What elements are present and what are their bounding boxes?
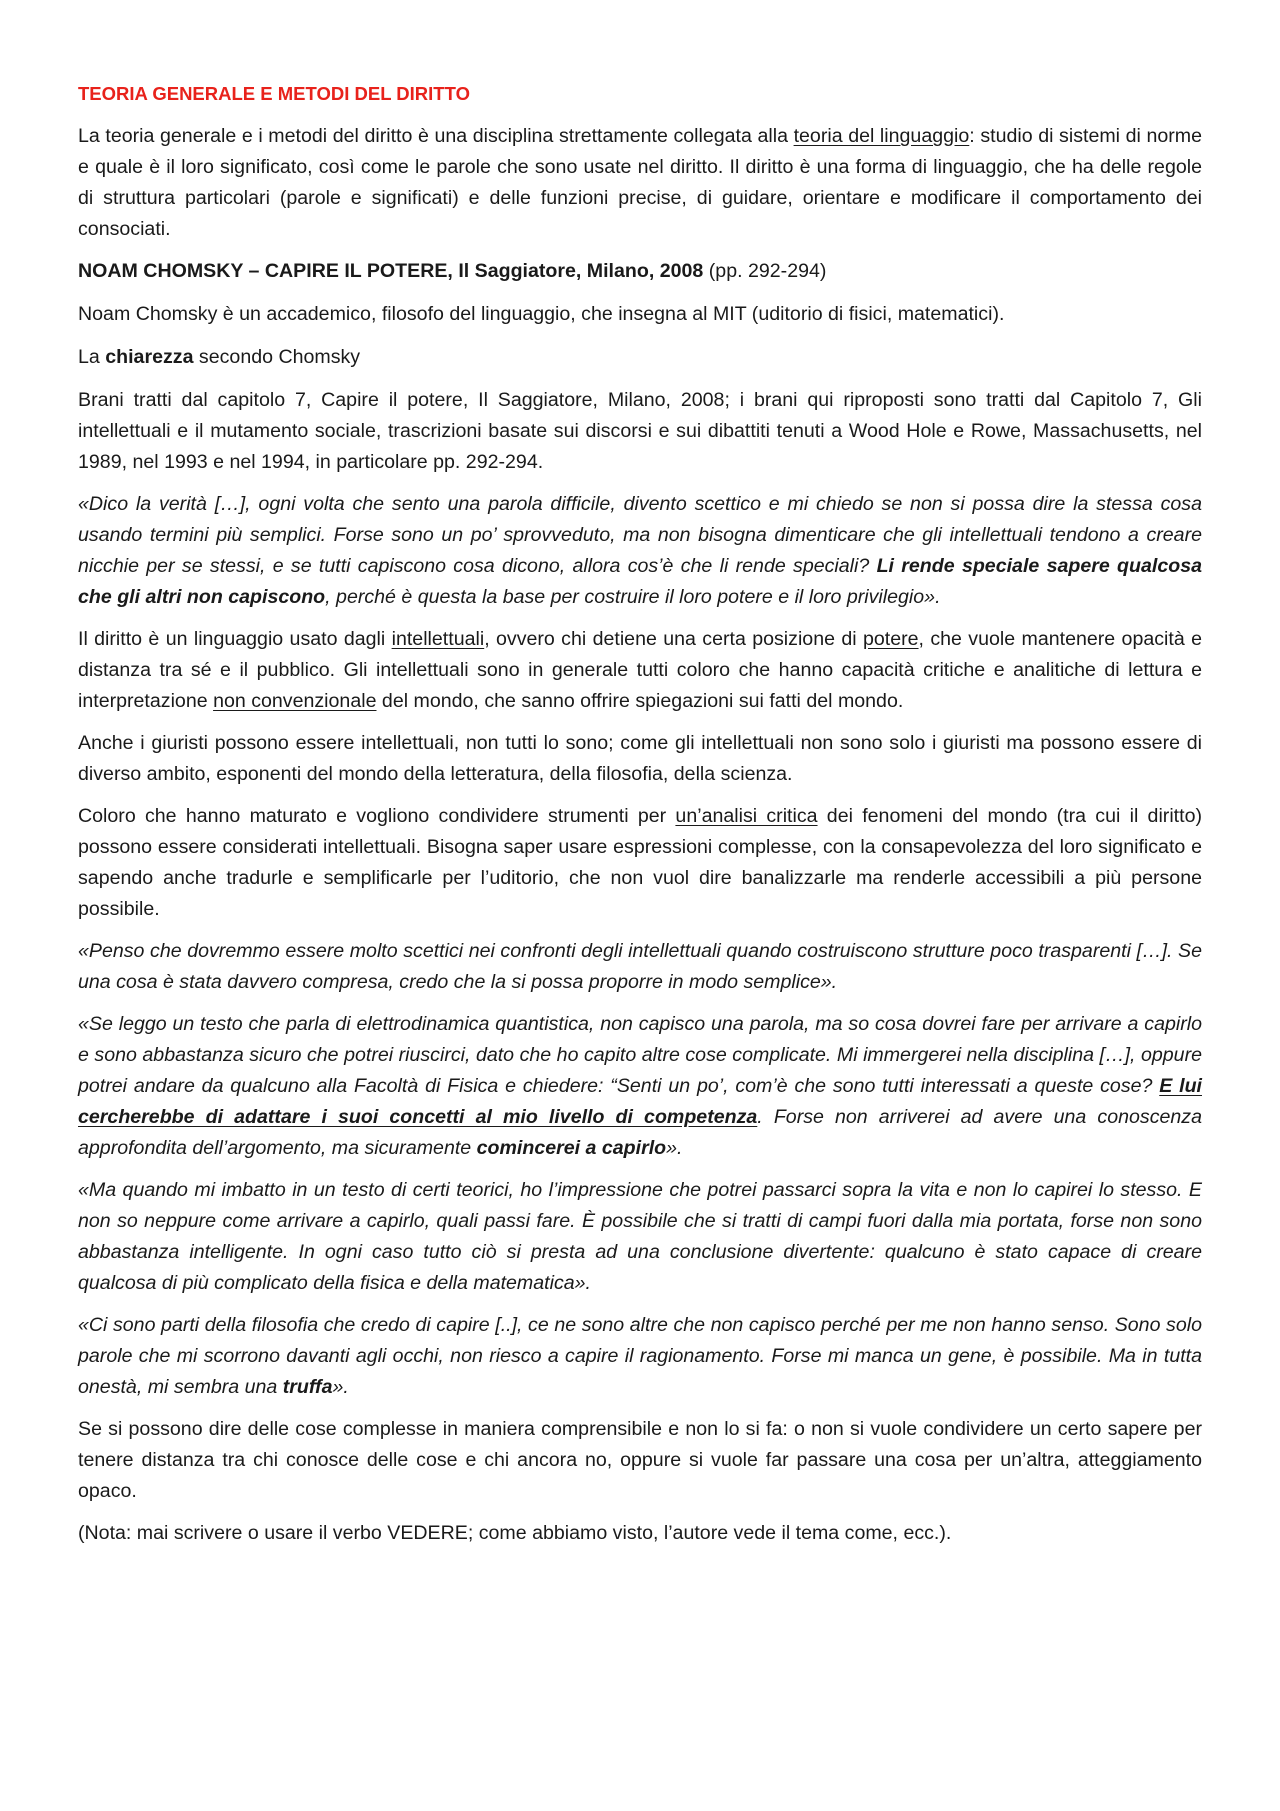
reference-line [78, 256, 1202, 287]
critical-text-a: Coloro che hanno maturato e vogliono condividere strumenti per [78, 805, 676, 827]
quote-5 [78, 1310, 1202, 1403]
jurists-paragraph: Anche i giuristi possono essere intellettuali, non tutti lo sono; come gli intellettuali non sono solo i giuristi ma possono essere di diverso ambito, esponenti del mondo della letteratura, della filosofia, della scienza. [78, 732, 1202, 785]
non-conventional-underlined: non convenzionale [213, 690, 377, 712]
conclusion-paragraph: Se si possono dire delle cose complesse in maniera comprensibile e non lo si fa: o non si vuole condividere un certo sapere per tenere distanza tra chi conosce delle cose e chi ancora no, oppure si vuole far passare una cosa per un’altra, atteggiamento opaco. [78, 1418, 1202, 1502]
quote-3-text-c: . Forse non arriverei ad avere una conoscenza approfondita dell’argomento, ma sicuramente [78, 1106, 1202, 1159]
intellectuals-underlined: intellettuali [391, 628, 485, 650]
quote-3-bold: comincerei a capirlo [476, 1137, 667, 1159]
reference-pages: (pp. 292-294) [703, 260, 827, 282]
quote-1-rest: , perché è questa la base per costruire il loro potere e il loro privilegio». [325, 586, 941, 608]
quote-3-text: «Se leggo un testo che parla di elettrodinamica quantistica, non capisco una parola, ma so cosa dovrei fare per arrivare a capirlo e sono abbastanza sicuro che potrei riuscirci, dato che ho capito altre cose complicate. Mi immergerei nella disciplina […], oppure potrei andare da qualcuno alla Facoltà di Fisica e chiedere: “Senti un po’, com’è che sono tutti interessati a queste cose? [78, 1013, 1202, 1097]
note-paragraph: (Nota: mai scrivere o usare il verbo VEDERE; come abbiamo visto, l’autore vede il tema come, ecc.). [78, 1522, 952, 1544]
quote-1-bold: Li rende speciale sapere qualcosa che gli altri non capiscono [78, 555, 1202, 608]
author-note: Noam Chomsky è un accademico, filosofo del linguaggio, che insegna al MIT (uditorio di fisici, matematici). [78, 303, 1005, 325]
intellectuals-text-g: del mondo, che sanno offrire spiegazioni sui fatti del mondo. [376, 690, 904, 712]
quote-3 [78, 1009, 1202, 1164]
quote-3-end: ». [666, 1137, 683, 1159]
quote-5-end: ». [332, 1376, 349, 1398]
clarity-prefix: La [78, 346, 106, 368]
quote-1-text: «Dico la verità […], ogni volta che sento una parola difficile, divento scettico e mi chiedo se non si possa dire la stessa cosa usando termini più semplici. Forse sono un po’ sprovveduto, ma non bisogna dimenticare che gli intellettuali tendono a creare nicchie per se stessi, e se tutti capiscono cosa dicono, allora cos’è che li rende speciali? [78, 493, 1202, 577]
document-title: TEORIA GENERALE E METODI DEL DIRITTO [78, 83, 470, 104]
critical-text-c: dei fenomeni del mondo (tra cui il diritto) possono essere considerati intellettuali. Bisogna saper usare espressioni complesse, con la consapevolezza del loro significato e sapendo anche tradurle e semplificarle per l’uditorio, che non vuol dire banalizzarle ma renderle accessibili a più persone possibile. [78, 805, 1202, 920]
intellectuals-text-e: , che vuole mantenere opacità e distanza tra sé e il pubblico. Gli intellettuali sono in generale tutti coloro che hanno capacità critiche e analitiche di lettura e interpretazione [78, 628, 1202, 712]
quote-3-bold-underlined: E lui cercherebbe di adattare i suoi concetti al mio livello di competenza [78, 1075, 1202, 1128]
clarity-heading [78, 342, 1202, 373]
quote-4: «Ma quando mi imbatto in un testo di certi teorici, ho l’impressione che potrei passarci sopra la vita e non lo capirei lo stesso. E non so neppure come arrivare a capirlo, quali passi fare. È possibile che si tratti di campi fuori dalla mia portata, forse non sono abbastanza intelligente. In ogni caso tutto ciò si presta ad una conclusione divertente: qualcuno è stato capace di creare qualcosa di più complicato della fisica e della matematica». [78, 1179, 1202, 1294]
intro-paragraph [78, 121, 1202, 245]
intro-text-rest: : studio di sistemi di norme e quale è il loro significato, così come le parole che sono usate nel diritto. Il diritto è una forma di linguaggio, che ha delle regole di struttura particolari (parole e significati) e delle funzioni precise, di guidare, orientare e modificare il comportamento dei consociati. [78, 125, 1203, 240]
quote-1 [78, 489, 1202, 613]
source-note: Brani tratti dal capitolo 7, Capire il potere, Il Saggiatore, Milano, 2008; i brani qui riproposti sono tratti dal Capitolo 7, Gli intellettuali e il mutamento sociale, trascrizioni basate sui discorsi e sui dibattiti tenuti a Wood Hole e Rowe, Massachusetts, nel 1989, nel 1993 e nel 1994, in particolare pp. 292-294. [78, 389, 1202, 473]
intellectuals-paragraph [78, 624, 1202, 717]
document-page [78, 78, 1202, 1560]
reference-bold: NOAM CHOMSKY – CAPIRE IL POTERE, Il Saggiatore, Milano, 2008 [78, 260, 704, 282]
intro-text: La teoria generale e i metodi del diritto è una disciplina strettamente collegata alla [78, 125, 794, 147]
critical-analysis-underlined: un’analisi critica [675, 805, 818, 827]
quote-2: «Penso che dovremmo essere molto scettici nei confronti degli intellettuali quando costruiscono strutture poco trasparenti […]. Se una cosa è stata davvero compresa, credo che la si possa proporre in modo semplice». [78, 940, 1202, 993]
intellectuals-text-c: , ovvero chi detiene una certa posizione di [484, 628, 863, 650]
power-underlined: potere [862, 628, 919, 650]
clarity-bold: chiarezza [105, 346, 194, 368]
quote-5-text: «Ci sono parti della filosofia che credo di capire [..], ce ne sono altre che non capisco perché per me non hanno senso. Sono solo parole che mi scorrono davanti agli occhi, non riesco a capire il ragionamento. Forse mi manca un gene, è possibile. Ma in tutta onestà, mi sembra una [78, 1314, 1202, 1398]
critical-analysis-paragraph [78, 801, 1202, 925]
intro-underlined-term: teoria del linguaggio [793, 125, 970, 147]
clarity-suffix: secondo Chomsky [193, 346, 361, 368]
intellectuals-text-a: Il diritto è un linguaggio usato dagli [78, 628, 392, 650]
quote-5-bold: truffa [282, 1376, 333, 1398]
